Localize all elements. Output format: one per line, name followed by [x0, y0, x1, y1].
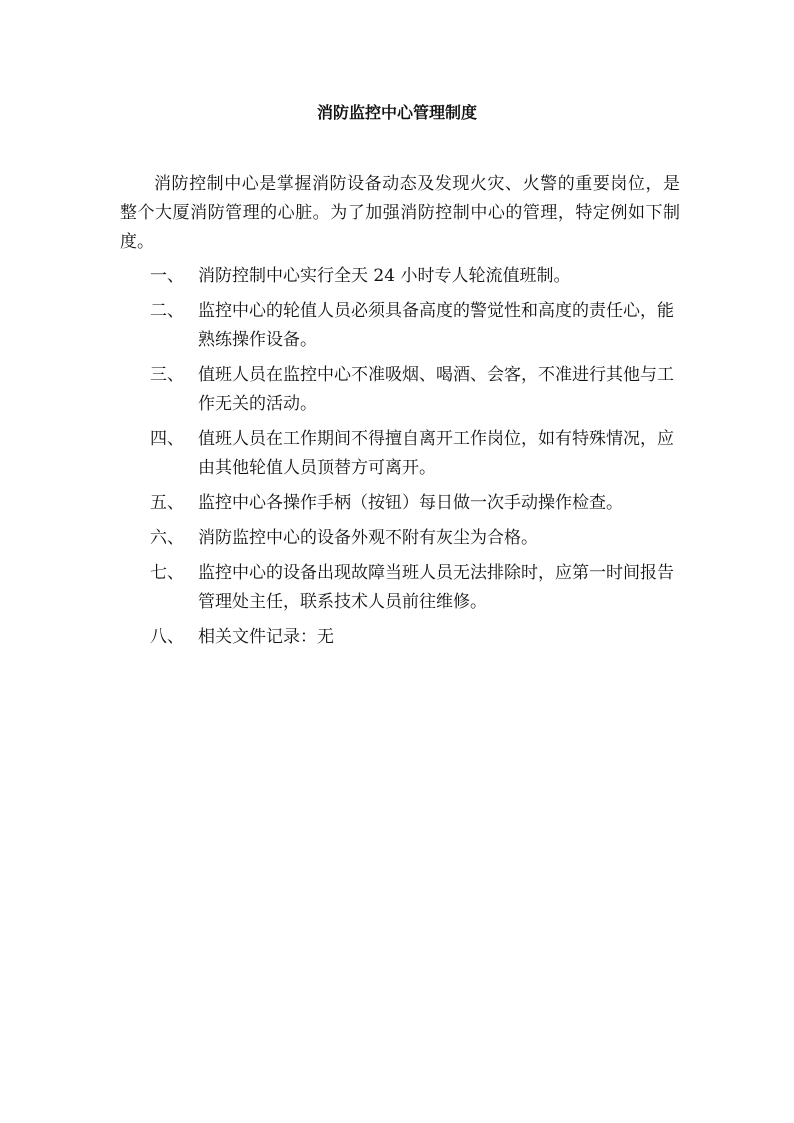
rule-item — [150, 524, 690, 553]
rule-text: 值班人员在工作期间不得擅自离开工作岗位，如有特殊情况，应由其他轮值人员顶替方可离开。 — [198, 429, 674, 478]
document-title: 消防监控中心管理制度 — [316, 103, 477, 122]
rule-text: 消防监控中心的设备外观不附有灰尘为合格。 — [198, 528, 538, 548]
rule-text: 监控中心各操作手柄（按钮）每日做一次手动操作检查。 — [198, 493, 623, 513]
rule-item — [150, 489, 690, 518]
rule-number: 六、 — [150, 528, 184, 548]
rule-number: 七、 — [150, 563, 184, 583]
rule-item — [150, 262, 690, 291]
intro-paragraph: 消防控制中心是掌握消防设备动态及发现火灾、火警的重要岗位，是整个大厦消防管理的心脏。为了加强消防控制中心的管理，特定例如下制度。 — [120, 174, 680, 252]
rule-item — [150, 623, 690, 652]
rule-number: 三、 — [150, 365, 184, 385]
rule-item — [150, 297, 690, 355]
rule-text: 值班人员在监控中心不准吸烟、喝酒、会客，不准进行其他与工作无关的活动。 — [198, 365, 674, 414]
rule-item — [150, 559, 690, 617]
rule-number: 四、 — [150, 429, 184, 449]
rule-text: 消防控制中心实行全天 24 小时专人轮流值班制。 — [198, 266, 571, 286]
rule-text: 相关文件记录：无 — [198, 627, 334, 647]
rule-text: 监控中心的轮值人员必须具备高度的警觉性和高度的责任心，能熟练操作设备。 — [198, 301, 674, 350]
rule-item — [150, 425, 690, 483]
rule-number: 八、 — [150, 627, 184, 647]
rule-number: 五、 — [150, 493, 184, 513]
rule-number: 二、 — [150, 301, 184, 321]
rule-text: 监控中心的设备出现故障当班人员无法排除时，应第一时间报告管理处主任，联系技术人员前往维修。 — [198, 563, 674, 612]
rule-item — [150, 361, 690, 419]
rules-list — [150, 262, 690, 658]
rule-number: 一、 — [150, 266, 184, 286]
